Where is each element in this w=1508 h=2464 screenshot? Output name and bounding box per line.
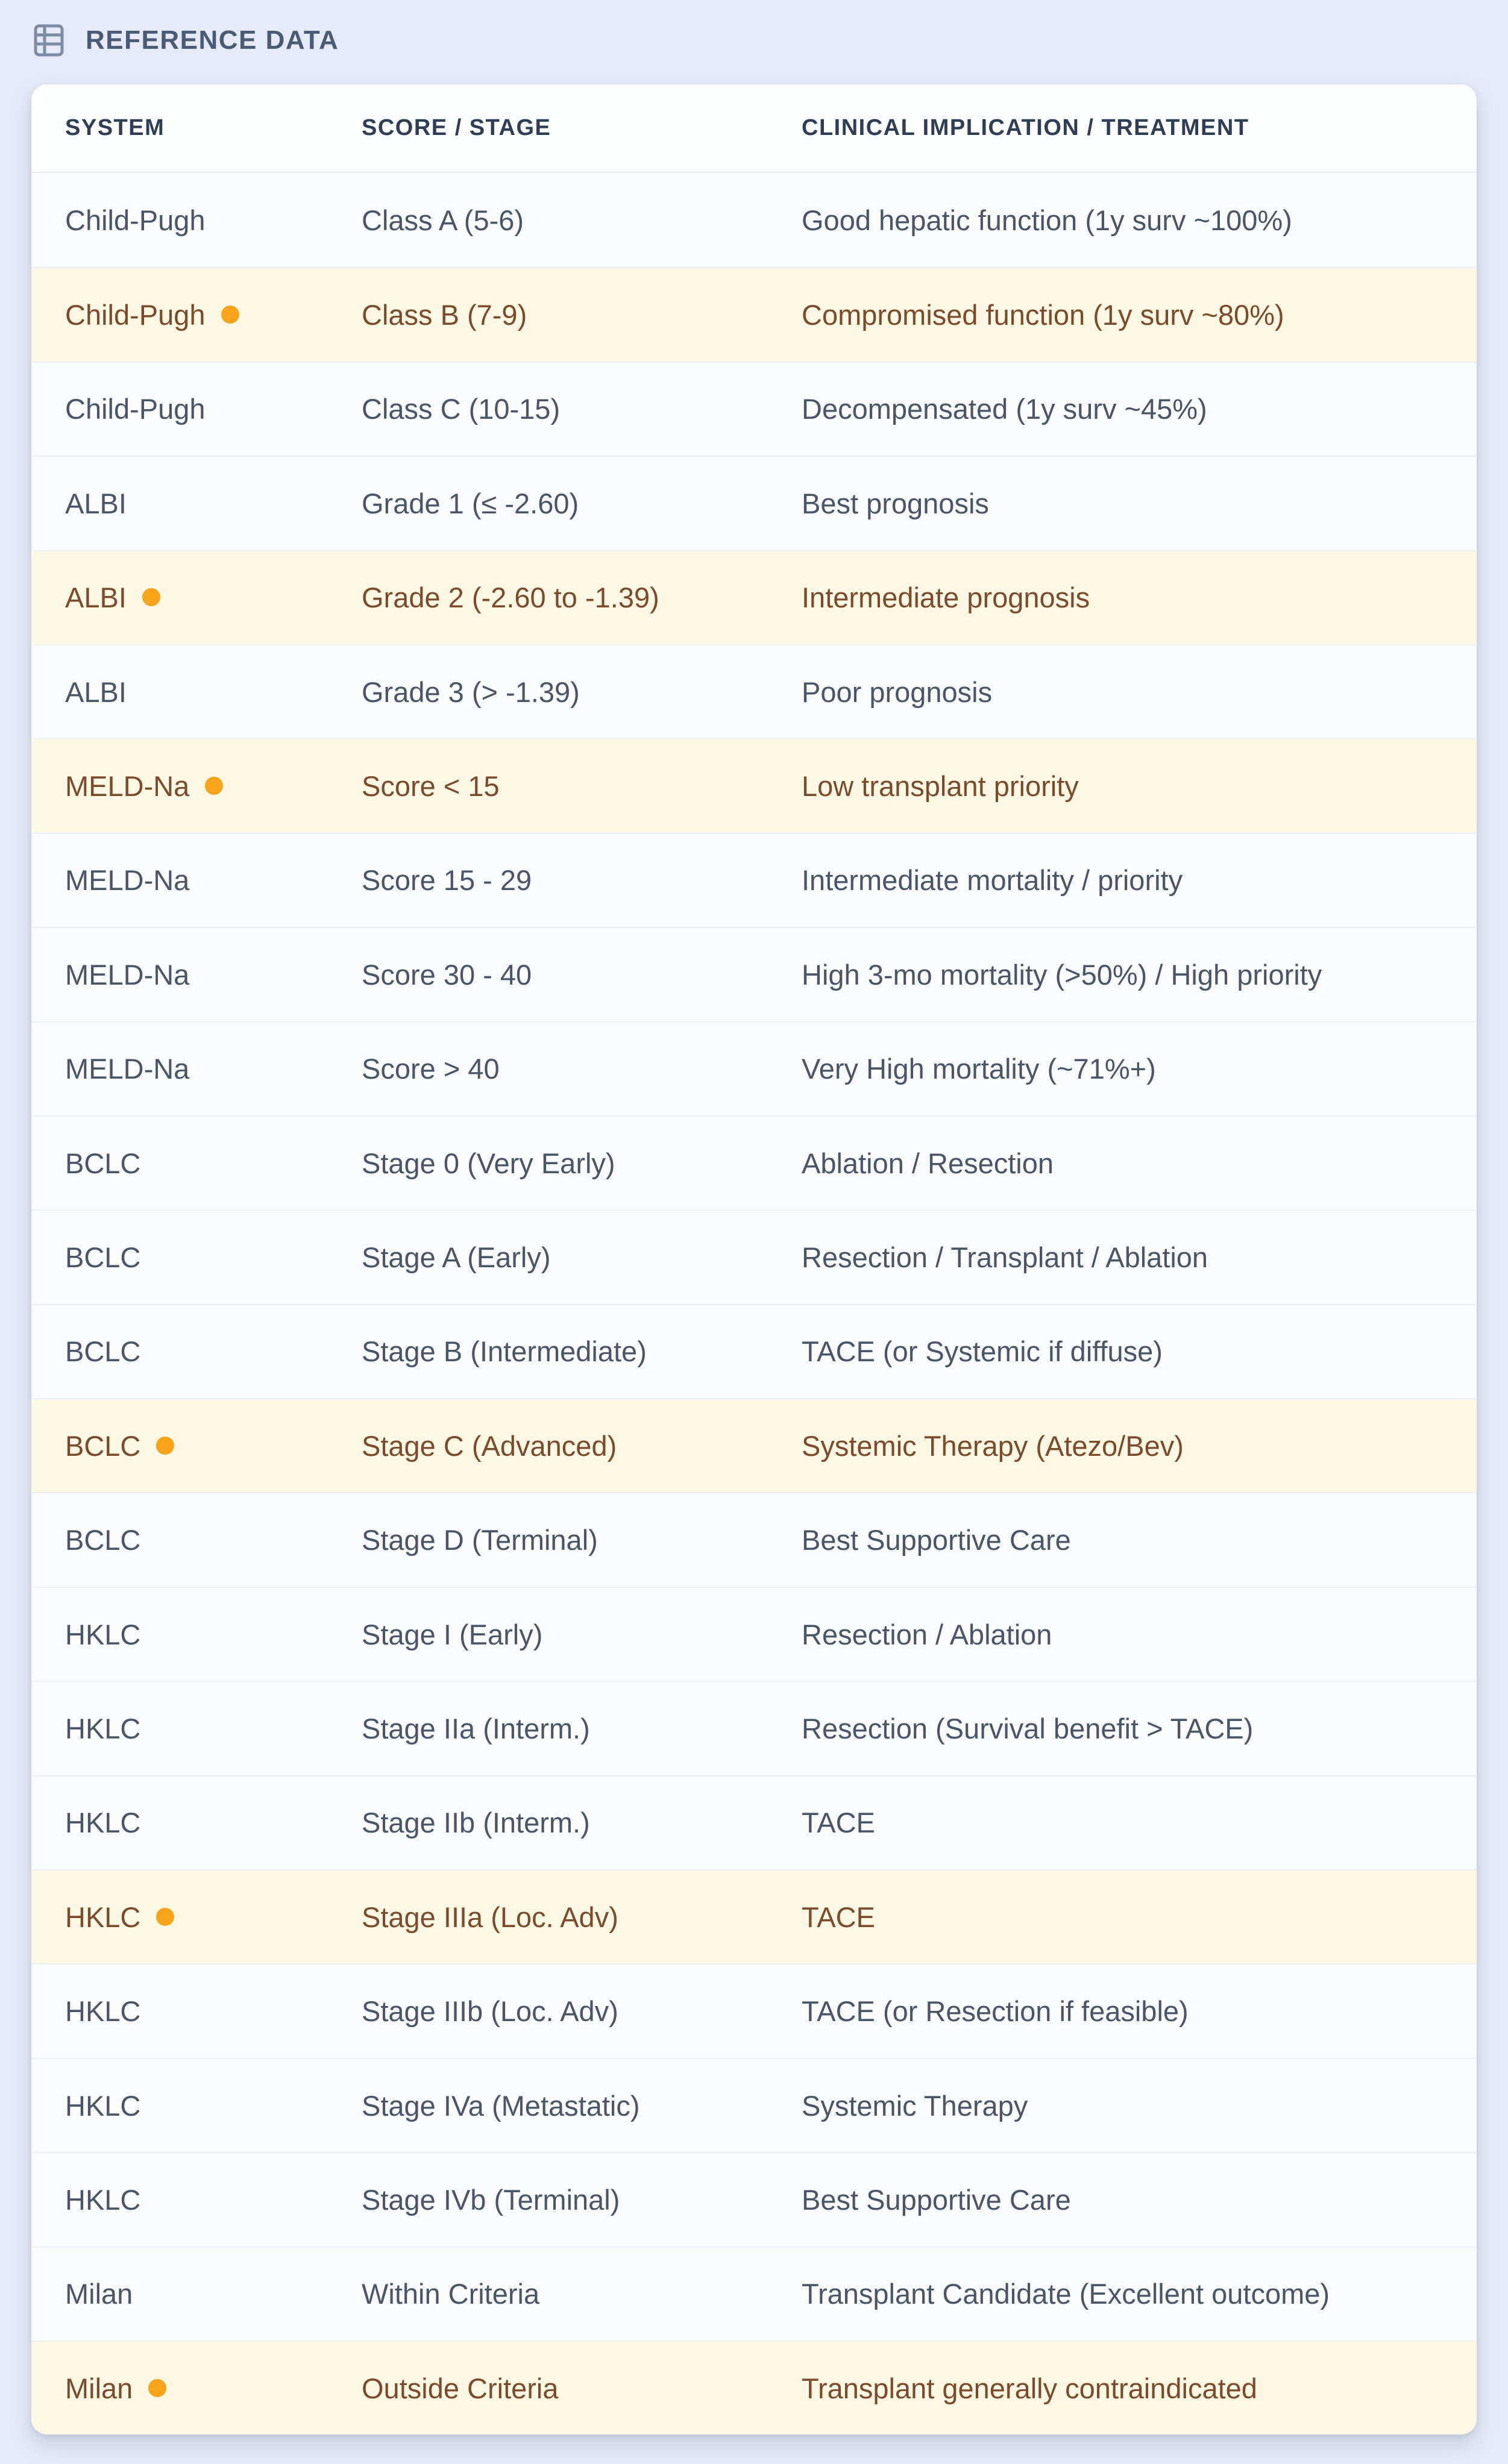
score-stage-cell: Stage IIb (Interm.) — [362, 1807, 590, 1839]
page-title: REFERENCE DATA — [86, 25, 339, 55]
system-label: HKLC — [65, 2183, 141, 2216]
table-row — [31, 173, 1477, 267]
system-label: MELD-Na — [65, 864, 190, 897]
table-row — [31, 456, 1477, 550]
implication-cell: High 3-mo mortality (>50%) / High priority — [802, 958, 1322, 991]
system-cell — [31, 487, 362, 520]
score-stage-cell: Stage IIa (Interm.) — [362, 1712, 590, 1745]
system-cell — [31, 392, 362, 425]
score-stage-cell: Stage D (Terminal) — [362, 1524, 598, 1556]
system-label: MELD-Na — [65, 1053, 190, 1085]
table-body — [31, 173, 1477, 2434]
table-row — [31, 1115, 1477, 1209]
table-row — [31, 1398, 1477, 1492]
score-stage-cell: Stage IVa (Metastatic) — [362, 2089, 640, 2122]
table-row — [31, 1209, 1477, 1303]
table-row — [31, 362, 1477, 456]
active-marker-dot — [148, 2379, 166, 2397]
system-cell — [31, 958, 362, 991]
score-stage-cell: Score 30 - 40 — [362, 958, 532, 991]
reference-data-card — [31, 84, 1477, 2434]
system-cell — [31, 298, 362, 331]
table-row — [31, 2246, 1477, 2340]
implication-cell: Transplant Candidate (Excellent outcome) — [802, 2278, 1330, 2310]
system-label: Milan — [65, 2372, 133, 2404]
system-cell — [31, 1995, 362, 2028]
system-label: HKLC — [65, 1712, 141, 1745]
implication-cell: Intermediate mortality / priority — [802, 864, 1183, 897]
implication-cell: Poor prognosis — [802, 676, 993, 708]
table-grid-icon — [34, 24, 64, 57]
table-row — [31, 644, 1477, 738]
implication-cell: Intermediate prognosis — [802, 582, 1090, 614]
system-cell — [31, 676, 362, 709]
score-stage-cell: Stage IIIa (Loc. Adv) — [362, 1901, 618, 1933]
system-label: HKLC — [65, 1995, 141, 2028]
table-row — [31, 2340, 1477, 2434]
system-label: BCLC — [65, 1241, 141, 1273]
score-stage-cell: Stage IIIb (Loc. Adv) — [362, 1995, 618, 2028]
table-row — [31, 833, 1477, 927]
system-label: HKLC — [65, 1807, 141, 1839]
system-cell — [31, 864, 362, 897]
system-cell — [31, 2372, 362, 2405]
table-row — [31, 1304, 1477, 1398]
system-label: ALBI — [65, 676, 127, 708]
system-cell — [31, 1618, 362, 1651]
implication-cell: Resection (Survival benefit > TACE) — [802, 1712, 1254, 1745]
system-label: BCLC — [65, 1147, 141, 1179]
score-stage-cell: Score 15 - 29 — [362, 864, 532, 897]
score-stage-cell: Score > 40 — [362, 1053, 500, 1085]
column-header-system: SYSTEM — [65, 115, 165, 140]
column-header-score-stage: SCORE / STAGE — [362, 115, 551, 140]
score-stage-cell: Stage C (Advanced) — [362, 1429, 617, 1462]
table-row — [31, 2058, 1477, 2152]
score-stage-cell: Grade 3 (> -1.39) — [362, 676, 580, 708]
table-row — [31, 1492, 1477, 1586]
system-label: ALBI — [65, 487, 127, 519]
active-marker-dot — [205, 777, 223, 795]
score-stage-cell: Outside Criteria — [362, 2372, 559, 2404]
active-marker-dot — [221, 306, 239, 324]
table-row — [31, 927, 1477, 1021]
implication-cell: Good hepatic function (1y surv ~100%) — [802, 204, 1292, 236]
system-cell — [31, 1712, 362, 1745]
score-stage-cell: Stage 0 (Very Early) — [362, 1147, 615, 1179]
table-row — [31, 2152, 1477, 2246]
implication-cell: Compromised function (1y surv ~80%) — [802, 299, 1284, 331]
score-stage-cell: Grade 2 (-2.60 to -1.39) — [362, 582, 659, 614]
implication-cell: Resection / Ablation — [802, 1618, 1052, 1651]
system-label: BCLC — [65, 1335, 141, 1368]
implication-cell: TACE (or Resection if feasible) — [802, 1995, 1189, 2028]
score-stage-cell: Stage I (Early) — [362, 1618, 543, 1651]
table-row — [31, 1869, 1477, 1963]
table-row — [31, 1587, 1477, 1681]
score-stage-cell: Class C (10-15) — [362, 393, 561, 425]
system-label: Child-Pugh — [65, 299, 206, 331]
system-cell — [31, 1241, 362, 1274]
column-header-implication: CLINICAL IMPLICATION / TREATMENT — [802, 115, 1249, 140]
system-label: MELD-Na — [65, 770, 190, 803]
table-row — [31, 738, 1477, 832]
implication-cell: Low transplant priority — [802, 770, 1079, 803]
table-row — [31, 1681, 1477, 1775]
active-marker-dot — [156, 1908, 174, 1926]
system-cell — [31, 2089, 362, 2122]
implication-cell: TACE (or Systemic if diffuse) — [802, 1335, 1163, 1368]
table-header-row — [31, 84, 1477, 173]
system-cell — [31, 204, 362, 237]
implication-cell: Best Supportive Care — [802, 1524, 1071, 1556]
implication-cell: Resection / Transplant / Ablation — [802, 1241, 1208, 1273]
system-cell — [31, 1335, 362, 1368]
implication-cell: Systemic Therapy — [802, 2089, 1028, 2122]
system-label: ALBI — [65, 582, 127, 614]
system-label: BCLC — [65, 1429, 141, 1462]
implication-cell: Systemic Therapy (Atezo/Bev) — [802, 1429, 1184, 1462]
score-stage-cell: Score < 15 — [362, 770, 500, 803]
section-header — [34, 24, 339, 57]
system-label: HKLC — [65, 2089, 141, 2122]
system-cell — [31, 1429, 362, 1462]
table-row — [31, 550, 1477, 644]
system-cell — [31, 581, 362, 614]
system-label: Milan — [65, 2278, 133, 2310]
table-row — [31, 267, 1477, 361]
score-stage-cell: Grade 1 (≤ -2.60) — [362, 487, 579, 519]
system-label: Child-Pugh — [65, 393, 206, 425]
score-stage-cell: Within Criteria — [362, 2278, 540, 2310]
score-stage-cell: Stage B (Intermediate) — [362, 1335, 647, 1368]
score-stage-cell: Class B (7-9) — [362, 299, 527, 331]
system-cell — [31, 1147, 362, 1180]
active-marker-dot — [142, 588, 160, 606]
score-stage-cell: Stage A (Early) — [362, 1241, 551, 1273]
system-label: Child-Pugh — [65, 204, 206, 236]
system-label: HKLC — [65, 1618, 141, 1651]
system-cell — [31, 1052, 362, 1085]
implication-cell: TACE — [802, 1807, 875, 1839]
table-row — [31, 1021, 1477, 1115]
implication-cell: Best prognosis — [802, 487, 989, 519]
implication-cell: Transplant generally contraindicated — [802, 2372, 1257, 2404]
system-cell — [31, 2183, 362, 2216]
implication-cell: TACE — [802, 1901, 875, 1933]
active-marker-dot — [156, 1437, 174, 1455]
system-cell — [31, 2277, 362, 2310]
system-cell — [31, 770, 362, 803]
system-cell — [31, 1523, 362, 1556]
system-label: HKLC — [65, 1901, 141, 1933]
implication-cell: Best Supportive Care — [802, 2183, 1071, 2216]
implication-cell: Decompensated (1y surv ~45%) — [802, 393, 1207, 425]
implication-cell: Very High mortality (~71%+) — [802, 1053, 1156, 1085]
system-cell — [31, 1806, 362, 1839]
score-stage-cell: Class A (5-6) — [362, 204, 524, 236]
system-label: MELD-Na — [65, 958, 190, 991]
system-label: BCLC — [65, 1524, 141, 1556]
score-stage-cell: Stage IVb (Terminal) — [362, 2183, 620, 2216]
table-row — [31, 1775, 1477, 1869]
system-cell — [31, 1901, 362, 1934]
implication-cell: Ablation / Resection — [802, 1147, 1054, 1179]
table-row — [31, 1963, 1477, 2057]
